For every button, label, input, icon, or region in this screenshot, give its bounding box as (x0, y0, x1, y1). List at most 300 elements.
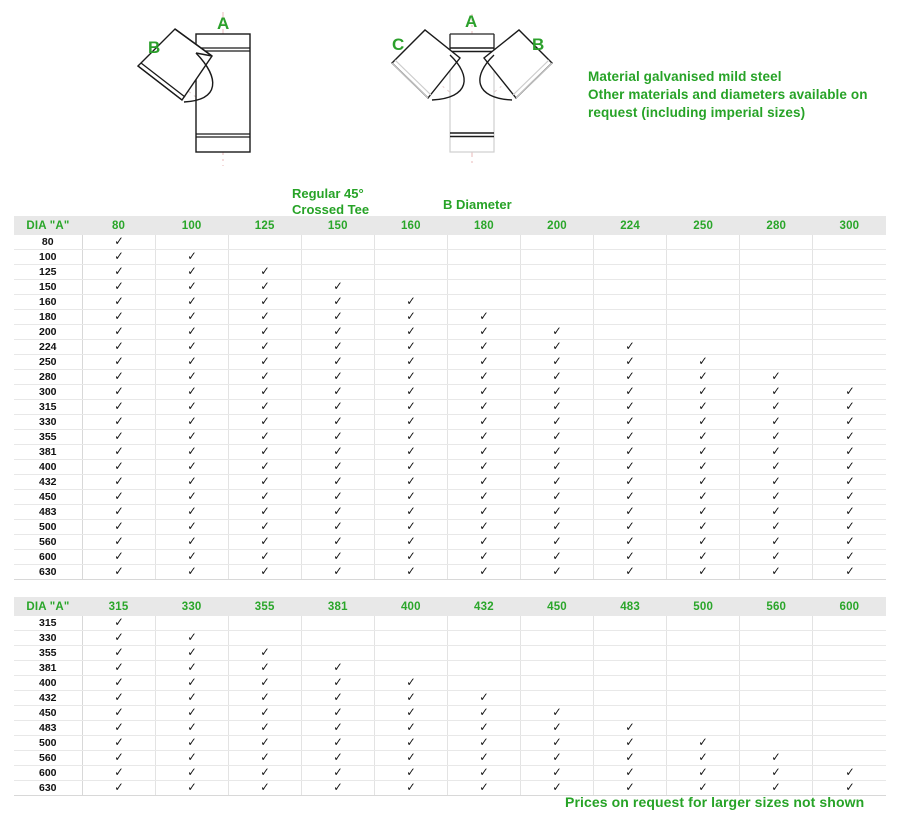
cell-330-355 (228, 631, 301, 646)
column-header-100: 100 (155, 216, 228, 235)
cell-180-200 (520, 310, 593, 325)
cell-500-500 (667, 736, 740, 751)
cell-125-160 (374, 265, 447, 280)
cell-180-160 (374, 310, 447, 325)
cell-160-150 (301, 295, 374, 310)
cell-450-330 (155, 706, 228, 721)
check-icon: ✓ (771, 534, 781, 548)
cell-160-280 (740, 295, 813, 310)
row-header-381: 381 (14, 445, 82, 460)
cell-432-400 (374, 691, 447, 706)
cell-355-100 (155, 430, 228, 445)
cell-315-180 (447, 400, 520, 415)
row-header-100: 100 (14, 250, 82, 265)
check-icon: ✓ (113, 534, 124, 548)
check-icon: ✓ (625, 549, 635, 563)
cell-630-200 (520, 565, 593, 580)
check-icon: ✓ (333, 294, 343, 308)
cell-150-160 (374, 280, 447, 295)
cell-330-160 (374, 415, 447, 430)
row-header-483: 483 (14, 721, 82, 736)
cell-432-500 (667, 691, 740, 706)
check-icon: ✓ (698, 564, 708, 578)
check-icon: ✓ (552, 354, 562, 368)
cell-560-315 (82, 751, 155, 766)
cell-200-300 (813, 325, 886, 340)
cell-355-300 (813, 430, 886, 445)
row-header-300: 300 (14, 385, 82, 400)
cell-381-500 (667, 661, 740, 676)
cell-315-400 (374, 616, 447, 631)
check-icon: ✓ (845, 519, 855, 533)
check-icon: ✓ (479, 309, 489, 323)
check-icon: ✓ (113, 309, 124, 323)
check-icon: ✓ (698, 534, 708, 548)
cell-80-300 (813, 235, 886, 250)
check-icon: ✓ (771, 750, 781, 764)
cell-150-250 (667, 280, 740, 295)
cell-280-280 (740, 370, 813, 385)
cell-432-100 (155, 475, 228, 490)
check-icon: ✓ (406, 765, 416, 779)
cell-483-560 (740, 721, 813, 736)
cell-315-224 (594, 400, 667, 415)
cell-330-600 (813, 631, 886, 646)
cell-600-330 (155, 766, 228, 781)
cell-250-180 (447, 355, 520, 370)
cell-300-280 (740, 385, 813, 400)
cell-200-250 (667, 325, 740, 340)
column-header-500: 500 (667, 597, 740, 616)
check-icon: ✓ (186, 489, 197, 503)
cell-450-432 (447, 706, 520, 721)
check-icon: ✓ (113, 705, 124, 719)
cell-280-200 (520, 370, 593, 385)
cell-125-280 (740, 265, 813, 280)
row-header-432: 432 (14, 475, 82, 490)
cell-125-100 (155, 265, 228, 280)
table-row (14, 691, 886, 706)
cell-630-224 (594, 565, 667, 580)
cell-483-300 (813, 505, 886, 520)
cell-432-355 (228, 691, 301, 706)
check-icon: ✓ (552, 399, 562, 413)
table-row (14, 616, 886, 631)
check-icon: ✓ (625, 444, 635, 458)
row-header-630: 630 (14, 781, 82, 796)
cell-400-600 (813, 676, 886, 691)
cell-315-450 (520, 616, 593, 631)
check-icon: ✓ (698, 414, 708, 428)
table-row (14, 280, 886, 295)
cell-224-200 (520, 340, 593, 355)
check-icon: ✓ (625, 339, 635, 353)
column-header-330: 330 (155, 597, 228, 616)
cell-224-100 (155, 340, 228, 355)
table-row (14, 475, 886, 490)
cell-80-224 (594, 235, 667, 250)
check-icon: ✓ (333, 324, 343, 338)
check-icon: ✓ (698, 354, 708, 368)
check-icon: ✓ (625, 414, 635, 428)
cell-483-315 (82, 721, 155, 736)
tee-diagram (120, 0, 300, 175)
cell-450-381 (301, 706, 374, 721)
check-icon: ✓ (113, 414, 124, 428)
check-icon: ✓ (260, 735, 270, 749)
check-icon: ✓ (260, 414, 270, 428)
check-icon: ✓ (479, 534, 489, 548)
check-icon: ✓ (260, 474, 270, 488)
check-icon: ✓ (186, 750, 197, 764)
column-header-450: 450 (520, 597, 593, 616)
cell-483-150 (301, 505, 374, 520)
check-icon: ✓ (186, 645, 197, 659)
row-header-80: 80 (14, 235, 82, 250)
cell-100-80 (82, 250, 155, 265)
cell-381-600 (813, 661, 886, 676)
cell-400-200 (520, 460, 593, 475)
check-icon: ✓ (333, 414, 343, 428)
cell-300-125 (228, 385, 301, 400)
table-row (14, 565, 886, 580)
table-row (14, 646, 886, 661)
check-icon: ✓ (698, 474, 708, 488)
cell-224-300 (813, 340, 886, 355)
check-icon: ✓ (552, 474, 562, 488)
table-row (14, 661, 886, 676)
cell-400-180 (447, 460, 520, 475)
check-icon: ✓ (406, 675, 416, 689)
check-icon: ✓ (406, 474, 416, 488)
cell-355-250 (667, 430, 740, 445)
cell-400-280 (740, 460, 813, 475)
check-icon: ✓ (406, 324, 416, 338)
check-icon: ✓ (186, 675, 197, 689)
cell-330-483 (594, 631, 667, 646)
check-icon: ✓ (333, 519, 343, 533)
check-icon: ✓ (260, 399, 270, 413)
cell-355-500 (667, 646, 740, 661)
cell-600-483 (594, 766, 667, 781)
cell-432-200 (520, 475, 593, 490)
check-icon: ✓ (113, 750, 124, 764)
cell-560-560 (740, 751, 813, 766)
cell-160-125 (228, 295, 301, 310)
check-icon: ✓ (113, 615, 124, 629)
check-icon: ✓ (186, 444, 197, 458)
check-icon: ✓ (845, 459, 855, 473)
cell-381-315 (82, 661, 155, 676)
check-icon: ✓ (698, 780, 708, 794)
check-icon: ✓ (552, 720, 562, 734)
cell-330-125 (228, 415, 301, 430)
cell-483-400 (374, 721, 447, 736)
cell-315-100 (155, 400, 228, 415)
row-header-200: 200 (14, 325, 82, 340)
cell-355-330 (155, 646, 228, 661)
check-icon: ✓ (845, 549, 855, 563)
check-icon: ✓ (260, 339, 270, 353)
check-icon: ✓ (479, 504, 489, 518)
cell-200-150 (301, 325, 374, 340)
cell-125-300 (813, 265, 886, 280)
check-icon: ✓ (406, 354, 416, 368)
check-icon: ✓ (260, 279, 270, 293)
cell-630-330 (155, 781, 228, 796)
check-icon: ✓ (186, 474, 197, 488)
check-icon: ✓ (406, 720, 416, 734)
check-icon: ✓ (406, 534, 416, 548)
check-icon: ✓ (625, 489, 635, 503)
check-icon: ✓ (698, 489, 708, 503)
cell-432-160 (374, 475, 447, 490)
cell-300-250 (667, 385, 740, 400)
row-header-630: 630 (14, 565, 82, 580)
check-icon: ✓ (333, 549, 343, 563)
column-header-381: 381 (301, 597, 374, 616)
table-row (14, 460, 886, 475)
check-icon: ✓ (333, 534, 343, 548)
check-icon: ✓ (113, 294, 124, 308)
row-header-330: 330 (14, 415, 82, 430)
table-row (14, 235, 886, 250)
cell-381-100 (155, 445, 228, 460)
check-icon: ✓ (260, 705, 270, 719)
cell-250-300 (813, 355, 886, 370)
cell-355-432 (447, 646, 520, 661)
check-icon: ✓ (845, 474, 855, 488)
table-row (14, 325, 886, 340)
check-icon: ✓ (260, 675, 270, 689)
cell-600-432 (447, 766, 520, 781)
cell-381-450 (520, 661, 593, 676)
cell-80-100 (155, 235, 228, 250)
cell-355-80 (82, 430, 155, 445)
check-icon: ✓ (333, 279, 343, 293)
cell-483-100 (155, 505, 228, 520)
cell-500-250 (667, 520, 740, 535)
cell-300-200 (520, 385, 593, 400)
check-icon: ✓ (406, 519, 416, 533)
table-row (14, 250, 886, 265)
cell-450-100 (155, 490, 228, 505)
check-icon: ✓ (113, 234, 124, 248)
check-icon: ✓ (479, 765, 489, 779)
cell-400-80 (82, 460, 155, 475)
check-icon: ✓ (333, 474, 343, 488)
row-header-600: 600 (14, 766, 82, 781)
cell-450-180 (447, 490, 520, 505)
cell-160-100 (155, 295, 228, 310)
cell-315-125 (228, 400, 301, 415)
check-icon: ✓ (552, 444, 562, 458)
table-row (14, 385, 886, 400)
cell-483-160 (374, 505, 447, 520)
cell-500-432 (447, 736, 520, 751)
product-caption (292, 186, 432, 217)
check-icon: ✓ (479, 369, 489, 383)
check-icon: ✓ (260, 549, 270, 563)
check-icon: ✓ (260, 780, 270, 794)
cell-100-125 (228, 250, 301, 265)
cell-483-180 (447, 505, 520, 520)
cell-315-600 (813, 616, 886, 631)
cell-315-432 (447, 616, 520, 631)
cell-355-150 (301, 430, 374, 445)
cell-330-224 (594, 415, 667, 430)
check-icon: ✓ (552, 564, 562, 578)
check-icon: ✓ (625, 384, 635, 398)
cell-355-450 (520, 646, 593, 661)
check-icon: ✓ (113, 474, 124, 488)
cell-80-200 (520, 235, 593, 250)
check-icon: ✓ (113, 780, 124, 794)
check-icon: ✓ (406, 294, 416, 308)
cell-80-180 (447, 235, 520, 250)
table-1-head (14, 216, 886, 235)
check-icon: ✓ (186, 309, 197, 323)
row-header-450: 450 (14, 706, 82, 721)
cell-381-300 (813, 445, 886, 460)
cell-125-250 (667, 265, 740, 280)
cell-630-125 (228, 565, 301, 580)
cell-100-250 (667, 250, 740, 265)
check-icon: ✓ (771, 384, 781, 398)
cell-483-125 (228, 505, 301, 520)
cell-200-224 (594, 325, 667, 340)
cell-180-150 (301, 310, 374, 325)
cell-150-300 (813, 280, 886, 295)
row-header-330: 330 (14, 631, 82, 646)
cell-432-300 (813, 475, 886, 490)
cell-355-280 (740, 430, 813, 445)
column-header-200: 200 (520, 216, 593, 235)
check-icon: ✓ (698, 750, 708, 764)
check-icon: ✓ (698, 549, 708, 563)
check-icon: ✓ (698, 504, 708, 518)
check-icon: ✓ (333, 564, 343, 578)
cell-315-200 (520, 400, 593, 415)
check-icon: ✓ (552, 489, 562, 503)
check-icon: ✓ (113, 564, 124, 578)
row-header-160: 160 (14, 295, 82, 310)
check-icon: ✓ (771, 489, 781, 503)
row-header-560: 560 (14, 535, 82, 550)
check-icon: ✓ (186, 720, 197, 734)
check-icon: ✓ (406, 309, 416, 323)
cell-330-100 (155, 415, 228, 430)
cell-450-600 (813, 706, 886, 721)
cell-500-400 (374, 736, 447, 751)
check-icon: ✓ (333, 690, 343, 704)
cell-224-250 (667, 340, 740, 355)
check-icon: ✓ (260, 720, 270, 734)
cell-381-250 (667, 445, 740, 460)
check-icon: ✓ (186, 429, 197, 443)
cell-630-381 (301, 781, 374, 796)
check-icon: ✓ (552, 429, 562, 443)
check-icon: ✓ (260, 294, 270, 308)
cell-330-400 (374, 631, 447, 646)
cell-330-432 (447, 631, 520, 646)
check-icon: ✓ (333, 369, 343, 383)
cell-355-125 (228, 430, 301, 445)
table-row (14, 310, 886, 325)
table-row (14, 631, 886, 646)
check-icon: ✓ (479, 519, 489, 533)
table-1-body (14, 235, 886, 580)
cell-400-330 (155, 676, 228, 691)
cell-483-224 (594, 505, 667, 520)
check-icon: ✓ (845, 489, 855, 503)
table-row (14, 355, 886, 370)
check-icon: ✓ (479, 324, 489, 338)
cell-500-180 (447, 520, 520, 535)
check-icon: ✓ (479, 690, 489, 704)
check-icon: ✓ (771, 399, 781, 413)
row-header-560: 560 (14, 751, 82, 766)
cell-250-280 (740, 355, 813, 370)
cell-381-483 (594, 661, 667, 676)
check-icon: ✓ (771, 444, 781, 458)
cell-381-160 (374, 445, 447, 460)
column-header-300: 300 (813, 216, 886, 235)
cell-483-381 (301, 721, 374, 736)
cell-400-355 (228, 676, 301, 691)
cell-315-300 (813, 400, 886, 415)
cell-180-280 (740, 310, 813, 325)
cell-500-560 (740, 736, 813, 751)
column-header-180: 180 (447, 216, 520, 235)
cell-600-180 (447, 550, 520, 565)
cell-355-355 (228, 646, 301, 661)
check-icon: ✓ (625, 750, 635, 764)
check-icon: ✓ (625, 429, 635, 443)
cell-432-381 (301, 691, 374, 706)
cell-432-450 (520, 691, 593, 706)
crossed-tee-label-a: A (465, 12, 478, 31)
crossed-tee-diagram (380, 0, 565, 175)
cell-381-224 (594, 445, 667, 460)
cell-160-300 (813, 295, 886, 310)
check-icon: ✓ (113, 369, 124, 383)
tee-diagram-svg (120, 0, 300, 175)
cell-450-200 (520, 490, 593, 505)
check-icon: ✓ (186, 519, 197, 533)
check-icon: ✓ (406, 414, 416, 428)
cell-355-600 (813, 646, 886, 661)
check-icon: ✓ (186, 780, 197, 794)
check-icon: ✓ (625, 720, 635, 734)
cell-560-80 (82, 535, 155, 550)
check-icon: ✓ (333, 339, 343, 353)
check-icon: ✓ (113, 264, 124, 278)
cell-381-200 (520, 445, 593, 460)
cell-280-100 (155, 370, 228, 385)
material-note-line-3: request (including imperial sizes) (588, 105, 806, 120)
check-icon: ✓ (186, 384, 197, 398)
column-header-224: 224 (594, 216, 667, 235)
check-icon: ✓ (186, 735, 197, 749)
cell-483-450 (520, 721, 593, 736)
cell-80-280 (740, 235, 813, 250)
cell-381-280 (740, 445, 813, 460)
cell-355-315 (82, 646, 155, 661)
row-header-355: 355 (14, 430, 82, 445)
cell-560-483 (594, 751, 667, 766)
cell-500-315 (82, 736, 155, 751)
